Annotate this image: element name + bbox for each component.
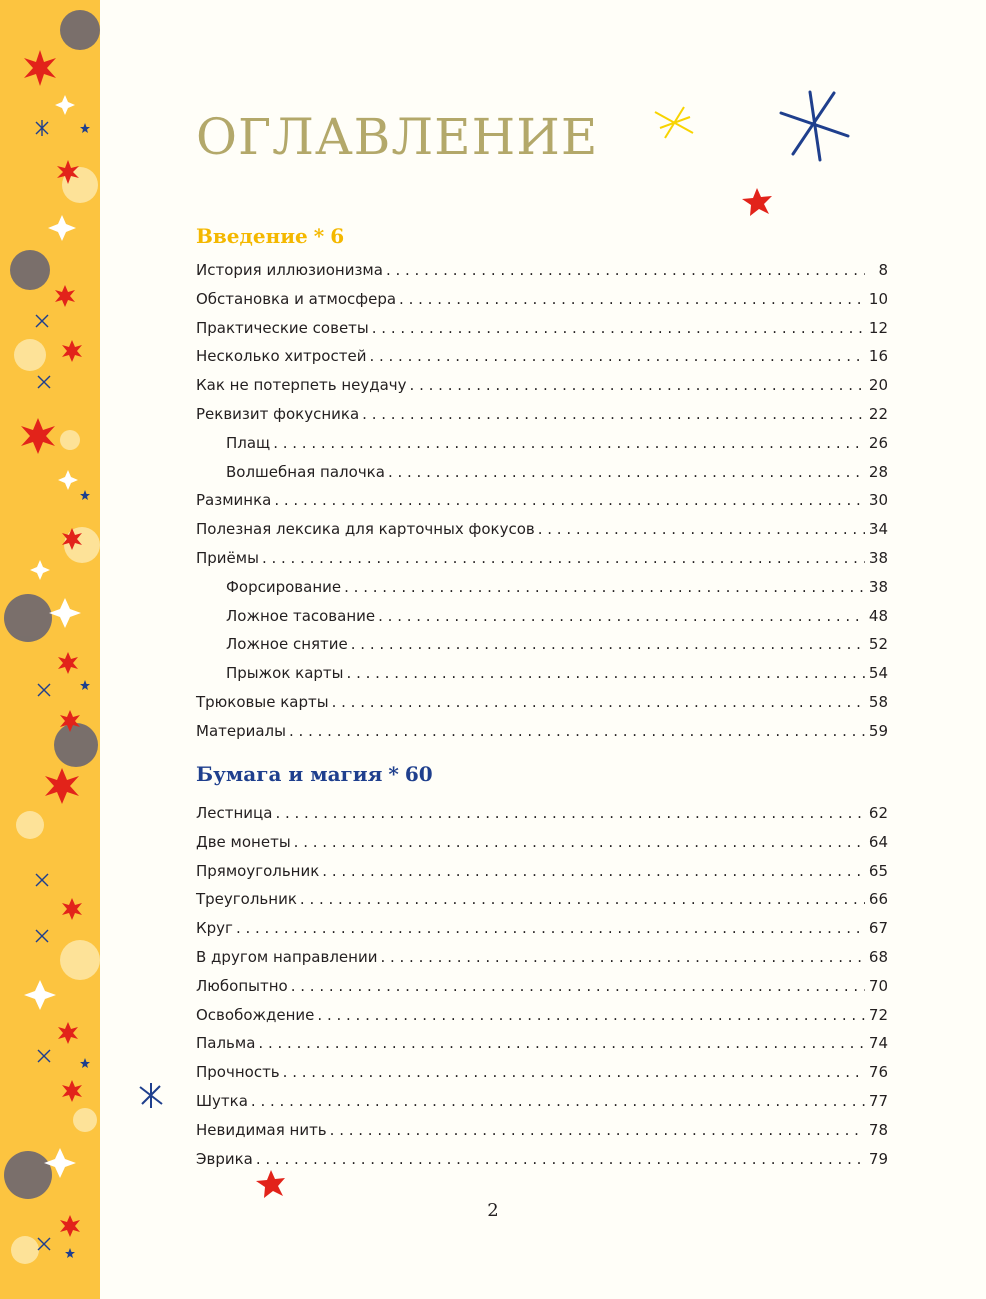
entry-page: 72	[868, 1005, 888, 1024]
toc-entry[interactable]	[196, 371, 888, 400]
dot-leader	[347, 659, 865, 688]
toc-entry[interactable]	[196, 885, 888, 914]
dot-leader	[344, 573, 865, 602]
dot-leader	[330, 1116, 865, 1145]
red-star-icon	[742, 188, 772, 216]
entry-title: Плащ	[226, 433, 271, 452]
entry-title: Шутка	[196, 1091, 248, 1110]
toc-entry[interactable]	[196, 972, 888, 1001]
page-title: ОГЛАВЛЕНИЕ	[196, 108, 599, 166]
entry-page: 62	[868, 804, 888, 822]
toc-entry[interactable]	[196, 256, 888, 285]
blue-star-icon	[781, 92, 848, 160]
dot-leader	[317, 1001, 865, 1030]
entry-page: 59	[868, 721, 888, 740]
toc-entry[interactable]	[196, 285, 888, 314]
toc-entry[interactable]	[196, 828, 888, 857]
toc-subentry[interactable]	[196, 458, 888, 487]
entry-page: 10	[868, 289, 888, 308]
entry-title: Невидимая нить	[196, 1120, 327, 1139]
entry-page: 66	[868, 890, 888, 909]
star-pattern-icon	[0, 0, 100, 1299]
toc-entry[interactable]	[196, 1001, 888, 1030]
entry-title: Круг	[196, 919, 233, 938]
entry-page: 74	[868, 1034, 888, 1053]
dot-leader	[410, 371, 865, 400]
dot-leader	[362, 400, 865, 429]
section-heading-introduction[interactable]	[196, 224, 344, 248]
toc-entry[interactable]	[196, 342, 888, 371]
toc-entry[interactable]	[196, 688, 888, 717]
entry-page: 67	[868, 919, 888, 938]
section-title: Введение	[196, 224, 308, 248]
entry-page: 20	[868, 376, 888, 395]
toc-entry[interactable]	[196, 857, 888, 886]
entry-page: 64	[868, 832, 888, 851]
entry-page: 34	[868, 520, 888, 539]
dot-leader	[236, 914, 865, 943]
dot-leader	[380, 943, 865, 972]
dot-leader	[256, 1145, 865, 1174]
toc-subentry[interactable]	[196, 573, 888, 602]
toc-entry[interactable]	[196, 544, 888, 573]
dot-leader	[294, 828, 865, 857]
dot-leader	[351, 630, 865, 659]
toc-entry[interactable]	[196, 799, 888, 828]
entry-page: 28	[868, 462, 888, 481]
toc-entry[interactable]	[196, 515, 888, 544]
section-title: Бумага и магия	[196, 762, 383, 786]
toc-subentry[interactable]	[196, 630, 888, 659]
entry-title: Разминка	[196, 491, 272, 510]
entry-title: Ложное тасование	[226, 606, 376, 625]
entry-title: Эврика	[196, 1149, 253, 1168]
entry-page: 30	[868, 491, 888, 510]
entry-page: 22	[868, 404, 888, 423]
entry-title: Обстановка и атмосфера	[196, 289, 397, 308]
toc-subentry[interactable]	[196, 602, 888, 631]
dot-leader	[283, 1058, 865, 1087]
small-red-star-icon	[256, 1170, 285, 1198]
toc-entry[interactable]	[196, 486, 888, 515]
entry-page: 68	[868, 947, 888, 966]
entry-page: 77	[868, 1091, 888, 1110]
entry-title: Прочность	[196, 1063, 280, 1082]
toc-entry[interactable]	[196, 943, 888, 972]
entry-page: 78	[868, 1120, 888, 1139]
entry-page: 38	[868, 577, 888, 596]
separator-icon: *	[388, 762, 399, 786]
entry-page: 52	[868, 635, 888, 654]
entry-page: 58	[868, 692, 888, 711]
dot-leader	[300, 885, 865, 914]
dot-leader	[388, 458, 865, 487]
dot-leader	[386, 256, 865, 285]
dot-leader	[275, 799, 865, 828]
toc-entry[interactable]	[196, 1058, 888, 1087]
entry-title: Несколько хитростей	[196, 347, 367, 366]
dot-leader	[262, 544, 865, 573]
dot-leader	[399, 285, 865, 314]
dot-leader	[291, 972, 865, 1001]
dot-leader	[273, 429, 865, 458]
entry-title: Трюковые карты	[196, 692, 329, 711]
toc-entry[interactable]	[196, 314, 888, 343]
entry-title: Приёмы	[196, 548, 259, 567]
entry-title: Практические советы	[196, 318, 369, 337]
dot-leader	[289, 717, 865, 746]
entry-title: Форсирование	[226, 577, 342, 596]
entry-title: История иллюзионизма	[196, 261, 383, 279]
entry-title: Волшебная палочка	[226, 462, 385, 481]
entry-page: 16	[868, 347, 888, 366]
page-number: 2	[487, 1200, 499, 1221]
toc-list-introduction	[196, 256, 888, 746]
entry-page: 38	[868, 548, 888, 567]
small-blue-star-icon	[140, 1083, 162, 1108]
toc-subentry[interactable]	[196, 659, 888, 688]
toc-entry[interactable]	[196, 717, 888, 746]
entry-page: 48	[868, 606, 888, 625]
dot-leader	[372, 314, 865, 343]
entry-title: Реквизит фокусника	[196, 404, 360, 423]
toc-entry[interactable]	[196, 1087, 888, 1116]
entry-page: 12	[868, 318, 888, 337]
toc-entry[interactable]	[196, 914, 888, 943]
section-page: 60	[404, 762, 433, 786]
yellow-star-icon	[655, 107, 693, 138]
entry-title: В другом направлении	[196, 947, 378, 966]
entry-page: 65	[868, 861, 888, 880]
dot-leader	[538, 515, 865, 544]
toc-entry[interactable]	[196, 400, 888, 429]
entry-title: Любопытно	[196, 976, 288, 995]
toc-subentry[interactable]	[196, 429, 888, 458]
entry-page: 79	[868, 1149, 888, 1168]
entry-title: Прыжок карты	[226, 664, 344, 683]
dot-leader	[274, 486, 865, 515]
dot-leader	[258, 1029, 865, 1058]
dot-leader	[378, 602, 865, 631]
entry-title: Две монеты	[196, 832, 291, 851]
section-heading-paper-magic[interactable]	[196, 762, 433, 786]
entry-title: Пальма	[196, 1034, 256, 1053]
dot-leader	[332, 688, 865, 717]
dot-leader	[322, 857, 865, 886]
entry-title: Лестница	[196, 804, 273, 822]
toc-list-paper-magic	[196, 799, 888, 1173]
entry-title: Полезная лексика для карточных фокусов	[196, 520, 535, 539]
dot-leader	[251, 1087, 865, 1116]
entry-page: 54	[868, 664, 888, 683]
entry-title: Освобождение	[196, 1005, 315, 1024]
toc-entry[interactable]	[196, 1116, 888, 1145]
entry-page: 8	[878, 261, 888, 279]
entry-title: Ложное снятие	[226, 635, 348, 654]
separator-icon: *	[313, 224, 325, 248]
toc-entry[interactable]	[196, 1029, 888, 1058]
entry-page: 26	[868, 433, 888, 452]
section-page: 6	[330, 224, 345, 248]
toc-entry[interactable]	[196, 1145, 888, 1174]
entry-title: Материалы	[196, 721, 286, 740]
dot-leader	[369, 342, 865, 371]
entry-title: Прямоугольник	[196, 861, 320, 880]
entry-page: 70	[868, 976, 888, 995]
decorative-side-strip	[0, 0, 100, 1299]
entry-title: Как не потерпеть неудачу	[196, 376, 407, 395]
entry-title: Треугольник	[196, 890, 297, 909]
entry-page: 76	[868, 1063, 888, 1082]
